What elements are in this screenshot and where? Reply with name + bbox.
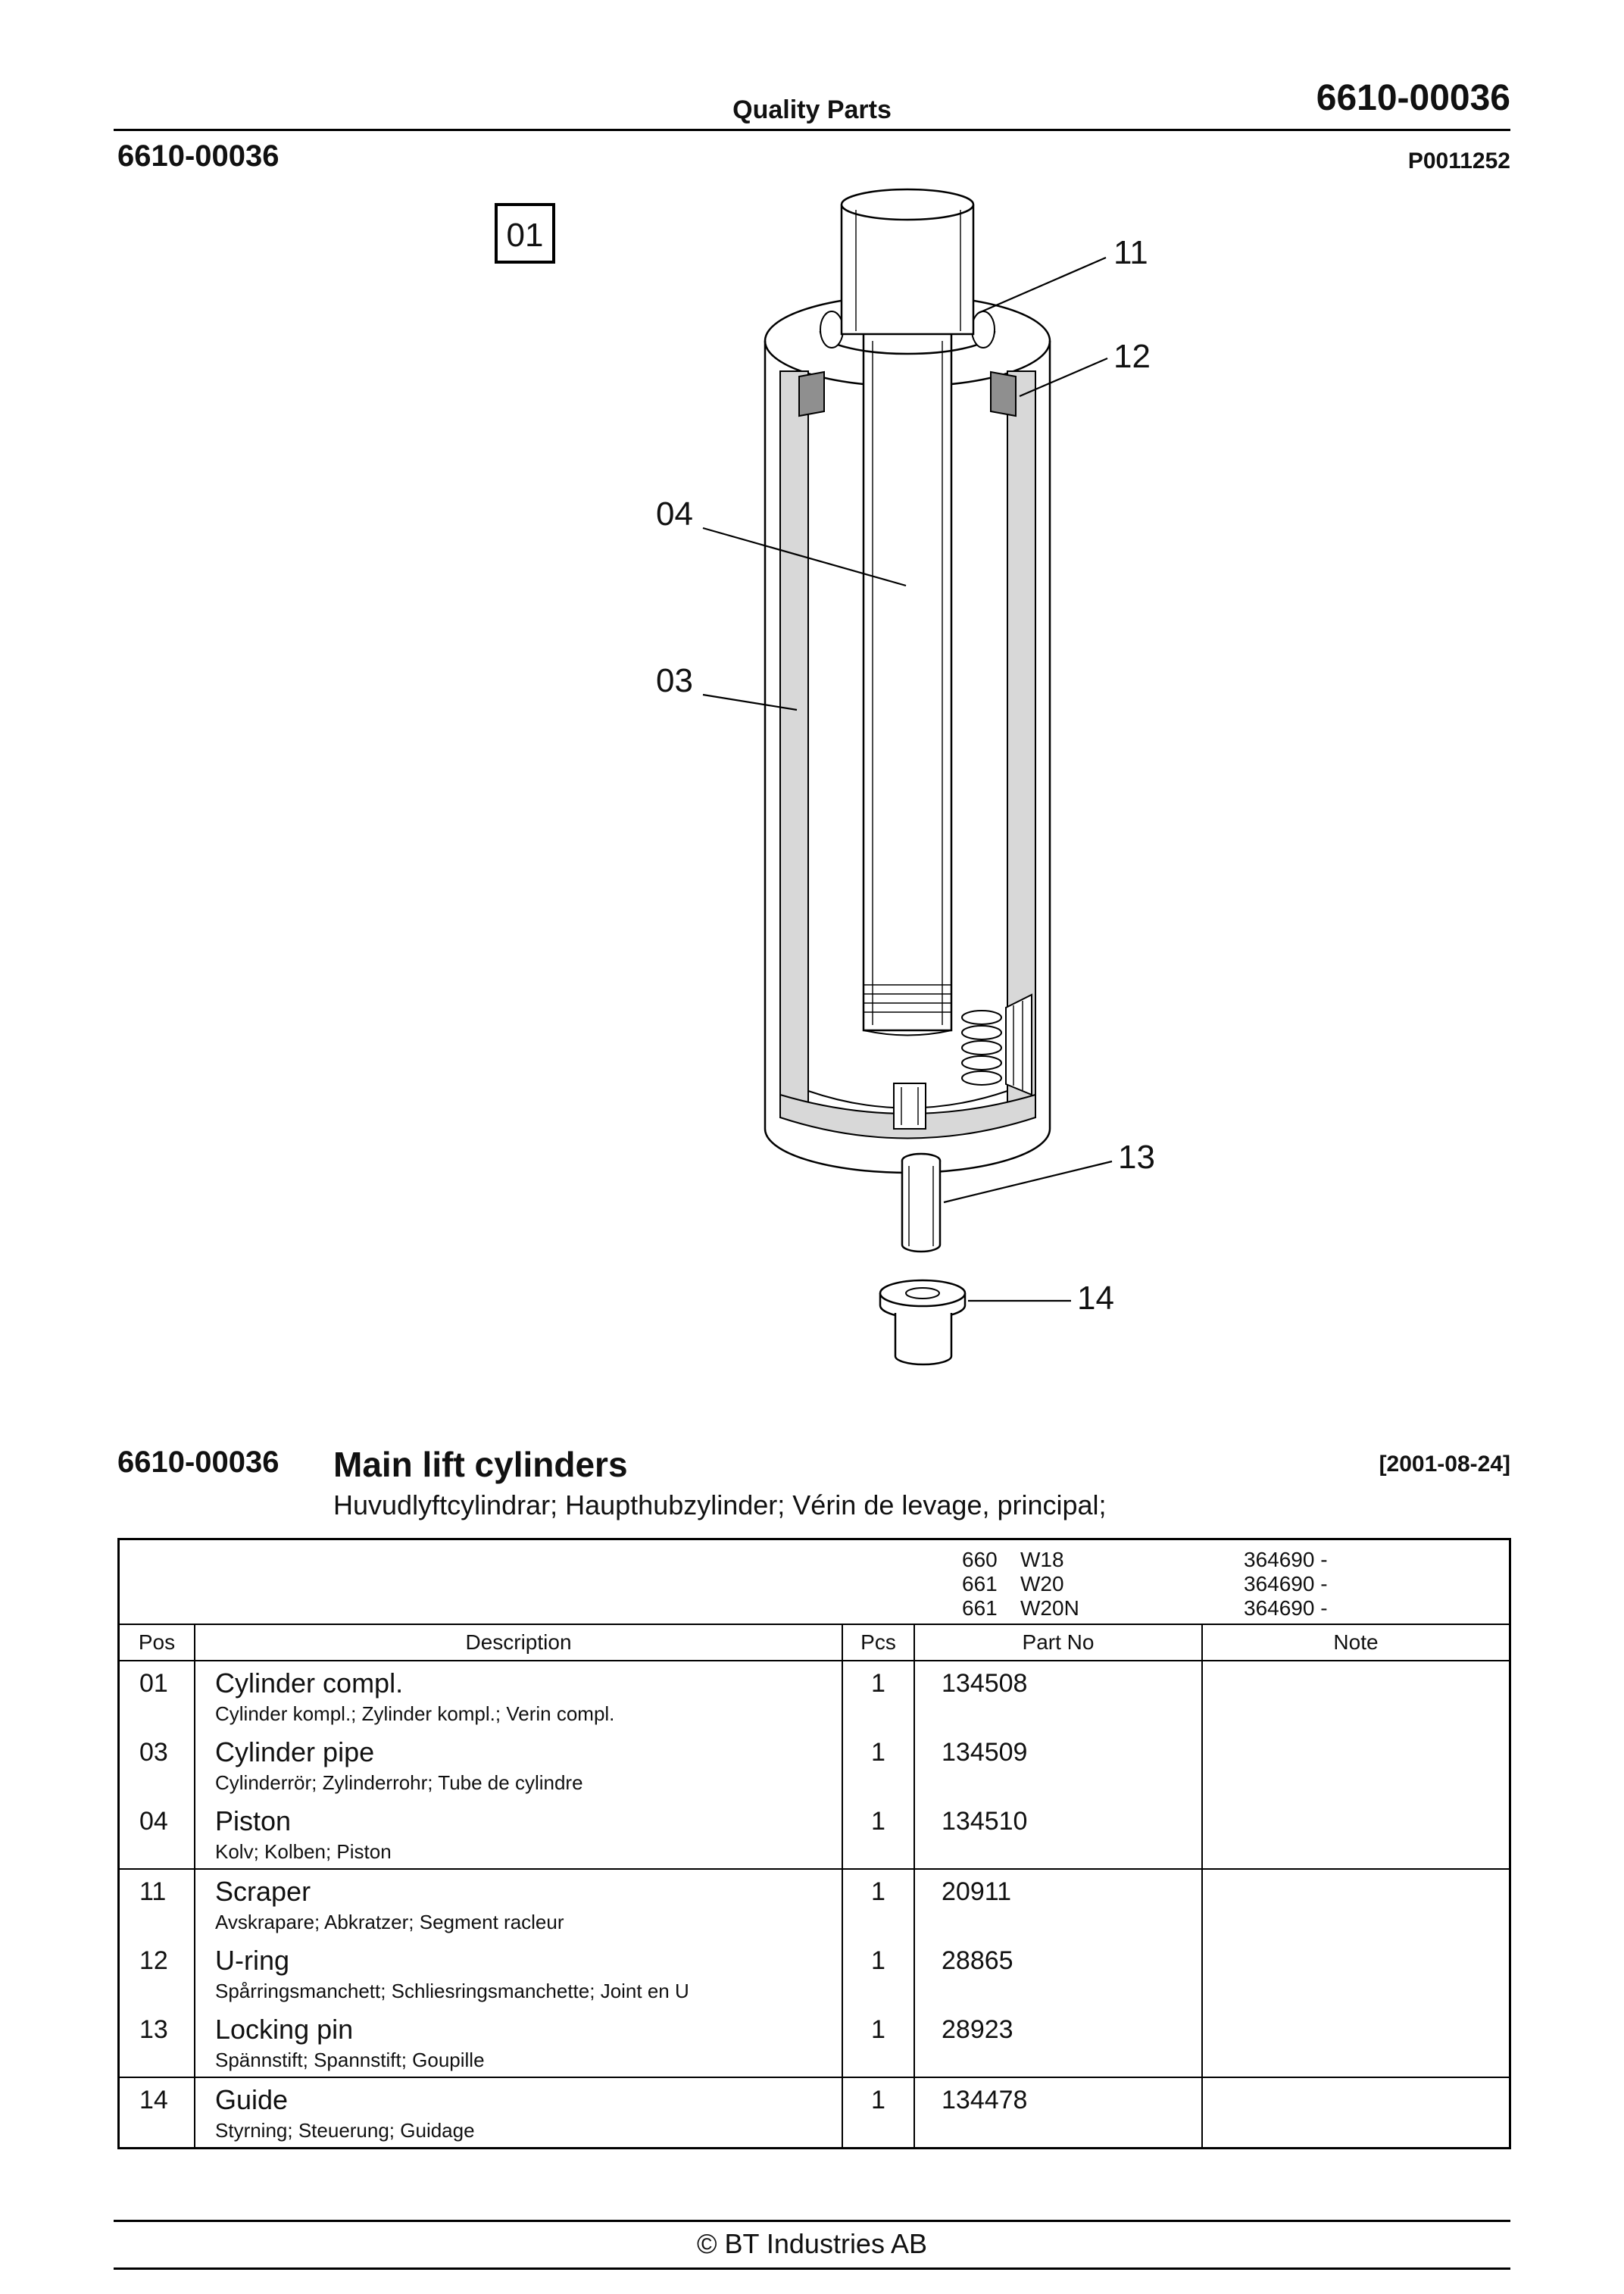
row-pcs: 1 [843, 1799, 915, 1868]
page-footer [114, 2220, 1510, 2270]
plate-number: P0011252 [1407, 148, 1510, 173]
row-partno: 134510 [915, 1799, 1203, 1868]
row-pos: 04 [120, 1799, 195, 1868]
description-main: Locking pin [215, 2014, 354, 2045]
description-main: Cylinder compl. [215, 1667, 404, 1699]
description-main: Scraper [215, 1876, 311, 1907]
variant-type: W18 [1020, 1548, 1064, 1571]
callout-label-13: 13 [1118, 1139, 1155, 1176]
row-partno: 28923 [915, 2008, 1203, 2077]
figure-label: 01 [506, 217, 544, 254]
section-number: 6610-00036 [117, 1445, 280, 1479]
document-number-left: 6610-00036 [117, 139, 280, 173]
callout-label-12: 12 [1113, 338, 1151, 375]
table-row [120, 1939, 1509, 2008]
row-partno: 28865 [915, 1939, 1203, 2008]
table-row [120, 1799, 1509, 1868]
row-description [195, 1661, 843, 1730]
row-description [195, 2008, 843, 2077]
cylinder-assembly-drawing [114, 186, 1515, 1420]
callout-11 [979, 234, 1148, 313]
row-pos: 12 [120, 1939, 195, 2008]
description-main: Cylinder pipe [215, 1736, 375, 1767]
callout-label-03: 03 [656, 662, 693, 699]
model-variant-block [120, 1540, 1509, 1625]
row-note [1203, 2078, 1509, 2147]
description-translations: Cylinderrör; Zylinderrohr; Tube de cylindre [215, 1771, 583, 1794]
row-note [1203, 1939, 1509, 2008]
document-number-header: 6610-00036 [1316, 78, 1510, 118]
table-row [120, 2077, 1509, 2147]
row-description [195, 1799, 843, 1868]
row-note [1203, 1870, 1509, 1939]
piston-rod [842, 189, 973, 334]
exploded-view-diagram [114, 186, 1515, 1420]
row-pcs: 1 [843, 1661, 915, 1730]
description-main: Piston [215, 1805, 292, 1836]
col-header-description: Description [195, 1625, 843, 1660]
variant-line [120, 1596, 1509, 1620]
row-pcs: 1 [843, 2008, 915, 2077]
description-translations: Kolv; Kolben; Piston [215, 1840, 392, 1863]
description-translations: Spårringsmanchett; Schliesringsmanchette; Joint en U [215, 1980, 689, 2002]
header-rule [114, 129, 1510, 131]
row-note [1203, 1661, 1509, 1730]
locking-pin-part [902, 1154, 940, 1252]
revision-date: [2001-08-24] [1379, 1452, 1510, 1477]
row-note [1203, 1799, 1509, 1868]
piston-tube [864, 333, 951, 1036]
variant-serial: 364690 - [1244, 1596, 1328, 1620]
description-main: Guide [215, 2084, 289, 2115]
row-description [195, 1730, 843, 1799]
row-pcs: 1 [843, 1730, 915, 1799]
row-pos: 03 [120, 1730, 195, 1799]
header-center-title: Quality Parts [732, 95, 892, 124]
description-main: U-ring [215, 1945, 290, 1976]
callout-label-04: 04 [656, 495, 693, 533]
table-row [120, 1868, 1509, 1939]
variant-model: 661 [962, 1596, 998, 1620]
callout-label-11: 11 [1113, 234, 1148, 271]
col-header-pos: Pos [120, 1625, 195, 1660]
guide-part [880, 1280, 965, 1364]
page-title: Main lift cylinders [333, 1445, 628, 1484]
row-pos: 14 [120, 2078, 195, 2147]
row-description [195, 1939, 843, 2008]
callout-label-14: 14 [1077, 1280, 1114, 1317]
row-partno: 134478 [915, 2078, 1203, 2147]
row-partno: 134508 [915, 1661, 1203, 1730]
variant-model: 660 [962, 1548, 998, 1571]
col-header-pcs: Pcs [843, 1625, 915, 1660]
variant-line [120, 1572, 1509, 1596]
col-header-note: Note [1333, 1630, 1379, 1654]
row-partno: 134509 [915, 1730, 1203, 1799]
description-translations: Styrning; Steuerung; Guidage [215, 2119, 475, 2142]
row-pos: 01 [120, 1661, 195, 1730]
table-row [120, 1661, 1509, 1730]
row-pos: 11 [120, 1870, 195, 1939]
variant-type: W20 [1020, 1572, 1064, 1595]
row-description [195, 2078, 843, 2147]
bottom-center-pin [894, 1083, 926, 1129]
variant-serial: 364690 - [1244, 1572, 1328, 1595]
section-header [117, 1445, 1510, 1520]
figure-label-box [496, 205, 554, 262]
variant-model: 661 [962, 1572, 998, 1595]
row-note [1203, 2008, 1509, 2077]
table-header-row [120, 1625, 1509, 1661]
row-description [195, 1870, 843, 1939]
description-translations: Spännstift; Spannstift; Goupille [215, 2049, 485, 2071]
description-translations: Cylinder kompl.; Zylinder kompl.; Verin compl. [215, 1702, 615, 1725]
description-translations: Avskrapare; Abkratzer; Segment racleur [215, 1911, 564, 1933]
row-note [1203, 1730, 1509, 1799]
variant-line [120, 1548, 1509, 1572]
variant-type: W20N [1020, 1596, 1079, 1620]
row-partno: 20911 [915, 1870, 1203, 1939]
callout-14 [968, 1280, 1114, 1317]
copyright-text: © BT Industries AB [697, 2228, 927, 2259]
row-pos: 13 [120, 2008, 195, 2077]
table-row [120, 2008, 1509, 2077]
row-pcs: 1 [843, 1870, 915, 1939]
bottom-valve-cone [1006, 995, 1032, 1095]
variant-serial: 364690 - [1244, 1548, 1328, 1571]
row-pcs: 1 [843, 2078, 915, 2147]
parts-table [117, 1538, 1511, 2149]
section-subtitle: Huvudlyftcylindrar; Haupthubzylinder; Vérin de levage, principal; [333, 1489, 1107, 1520]
col-header-partno: Part No [915, 1625, 1203, 1660]
row-pcs: 1 [843, 1939, 915, 2008]
table-row [120, 1730, 1509, 1799]
